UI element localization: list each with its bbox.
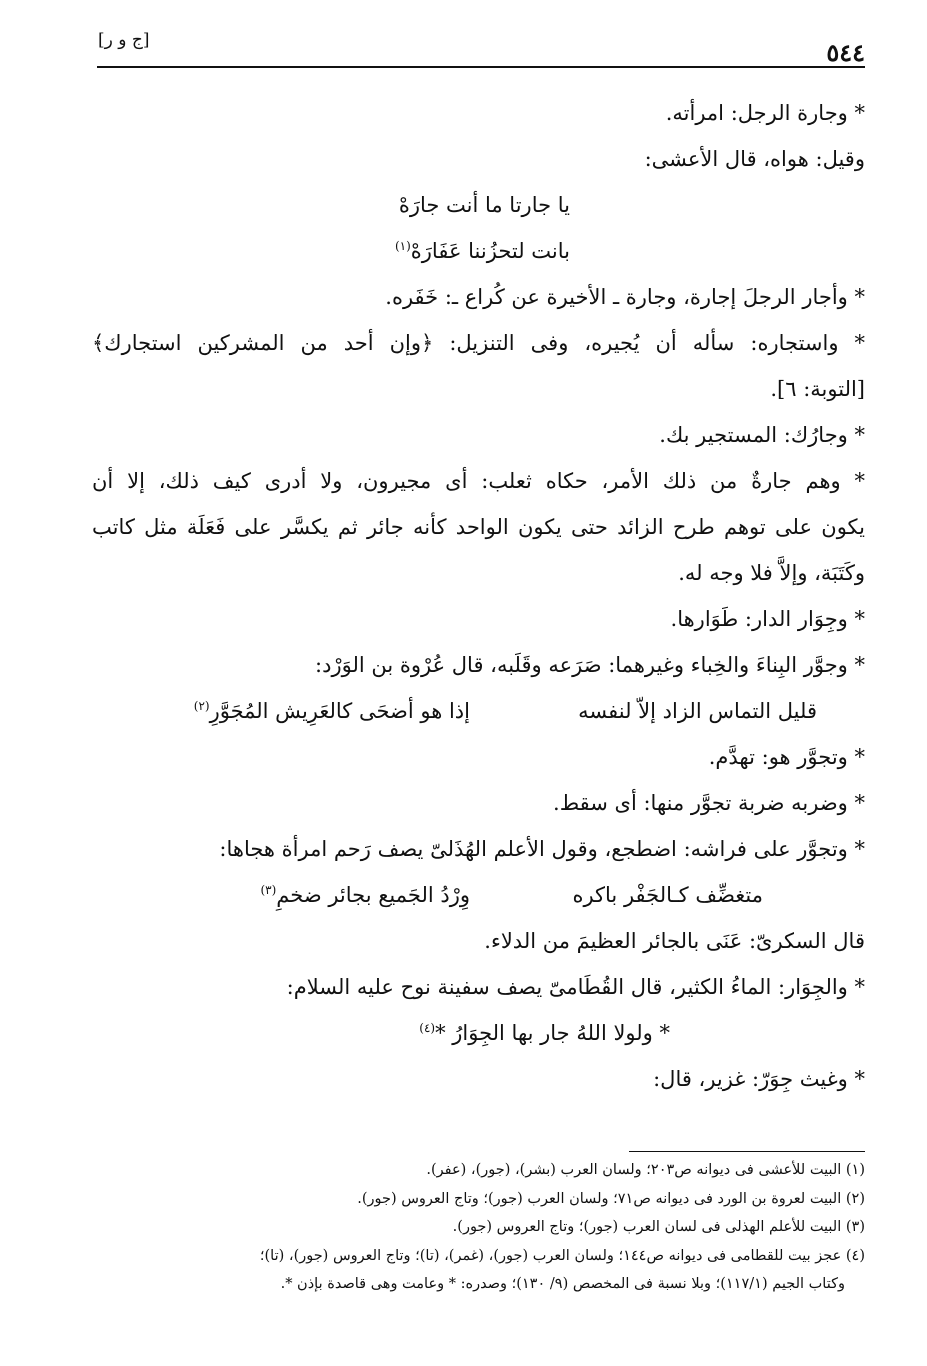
text-line: * وتجوَّر على فراشه: اضطجع، وقول الأعلم الهُذَلىّ يصف رَحم امرأة هجاها: <box>219 837 865 861</box>
verse-hemistich-second: إذا هو أضحَى كالعَرِيش المُجَوَّرِ <box>209 699 470 723</box>
footnote-ref: (١) <box>394 239 411 253</box>
text-line: * وغيث جِوَرّ: غزير، قال: <box>653 1067 865 1091</box>
footnote-ref: (٣) <box>260 883 277 897</box>
footnote-ref: (٤) <box>419 1021 436 1035</box>
verse-hemistich-first: متغضِّف كـالجَفْر باكره <box>572 883 763 907</box>
verse-text: * ولولا اللهُ جار بها الجِوَارُ * <box>435 1021 670 1045</box>
main-text <box>92 90 865 1102</box>
footnote: (٣) البيت للأعلم الهذلى فى لسان العرب (جور)؛ وتاج العروس (جور). <box>452 1219 865 1235</box>
footnote-ref: (٢) <box>193 699 210 713</box>
verse-line <box>92 182 865 228</box>
verse-line <box>92 228 865 274</box>
verse-text: بانت لتحزُننا عَفَارَهْ <box>410 239 570 263</box>
header-rule <box>97 66 865 68</box>
footnote-continuation: وكتاب الجيم (١١٧/١)؛ وبلا نسبة فى المخصص (٩/ ١٣٠)؛ وصدره: * وعامت وهى قاصدة بإذن *. <box>280 1276 845 1292</box>
text-line: يكون على توهم طرح الزائد حتى يكون الواحد كأنه جائر ثم يكسَّر على فَعَلَة مثل كاتب <box>92 515 865 539</box>
verse-line <box>92 872 865 918</box>
verse-text-wrap <box>419 1010 670 1056</box>
verse-text-wrap <box>395 228 570 274</box>
verse-hemistich-second-wrap <box>194 688 470 734</box>
verse-line <box>92 688 865 734</box>
text-line: * وتجوَّر هو: تهدَّم. <box>708 745 865 769</box>
text-line: قال السكرىّ: عَنَى بالجائر العظيمَ من الدلاء. <box>484 929 865 953</box>
text-line: * وجارُك: المستجير بك. <box>659 423 865 447</box>
text-line: وقيل: هواه، قال الأعشى: <box>644 147 865 171</box>
footnote: (٢) البيت لعروة بن الورد فى ديوانه ص٧١؛ ولسان العرب (جور)؛ وتاج العروس (جور). <box>357 1190 865 1207</box>
text-line: * وجارة الرجل: امرأته. <box>665 101 865 125</box>
page-number: ٥٤٤ <box>826 38 865 67</box>
verse-hemistich-second-wrap <box>260 872 470 918</box>
running-header-root: [ج و ر] <box>98 30 150 50</box>
verse-line <box>92 1010 865 1056</box>
footnote-rule <box>629 1151 865 1152</box>
text-line: * وجوَّر البِناءَ والخِباء وغيرهما: صَرَعه وقَلَبه، قال عُرْوة بن الوَرْد: <box>315 653 865 677</box>
text-line: * وهم جارةٌ من ذلك الأمر، حكاه ثعلب: أى مجيرون، ولا أدرى كيف ذلك، إلا أن <box>92 469 865 493</box>
verse-hemistich-first: قليل التماس الزاد إلاّ لنفسه <box>578 699 817 723</box>
footnotes <box>92 1156 865 1299</box>
text-line: * وأجار الرجلَ إجارة، وجارة ـ الأخيرة عن كُراع ـ: خَفَره. <box>385 285 865 309</box>
text-line: وكَتَبَة، وإلاَّ فلا وجه له. <box>678 561 865 585</box>
text-line: * واستجاره: سأله أن يُجيره، وفى التنزيل: ﴿وإن أحد من المشركين استجارك﴾ <box>92 331 865 355</box>
text-line: * والجِوَار: الماءُ الكثير، قال القُطَامىّ يصف سفينة نوح عليه السلام: <box>286 975 865 999</box>
footnote: (١) البيت للأعشى فى ديوانه ص٢٠٣؛ ولسان العرب (بشر)، (جور)، (عفر). <box>426 1162 865 1178</box>
verse-text: يا جارتا ما أنت جارَهْ <box>398 193 570 217</box>
text-line: * وضربه ضربة تجوَّر منها: أى سقط. <box>553 791 865 815</box>
text-line: * وجِوَار الدار: طَوَارها. <box>670 607 865 631</box>
footnote: (٤) عجز بيت للقطامى فى ديوانه ص١٤٤؛ ولسان العرب (جور)، (غمر)، (تا)؛ وتاج العروس (جور)، (تا)؛ <box>259 1247 865 1264</box>
text-line: [التوبة: ٦]. <box>770 377 865 401</box>
verse-hemistich-second: وِرْدُ الجَميع بجائر ضخمِ <box>276 883 470 907</box>
